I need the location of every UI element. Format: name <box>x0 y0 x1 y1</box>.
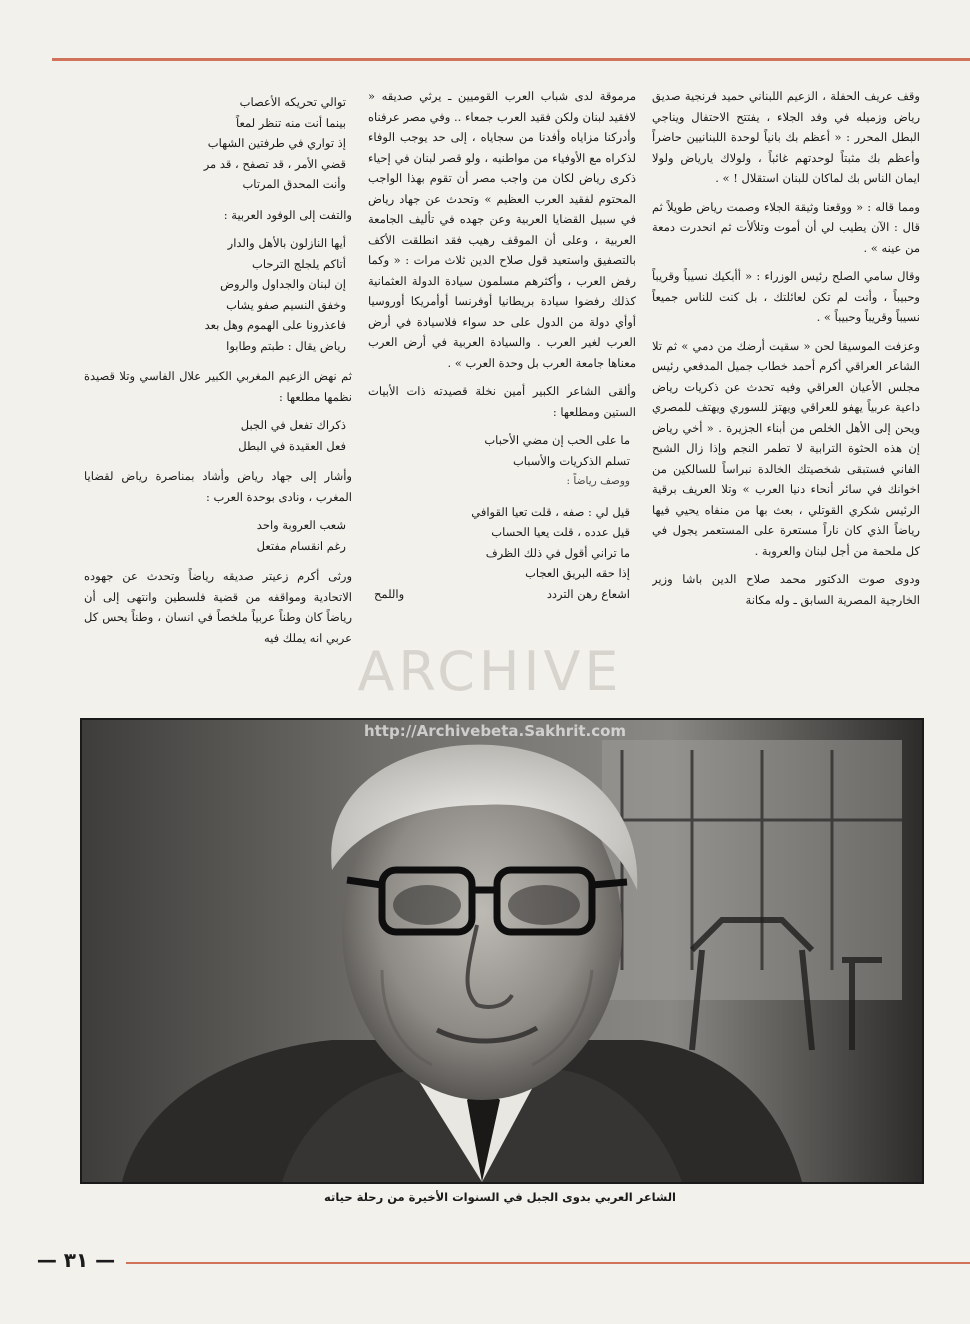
paragraph: وقف عريف الحفلة ، الزعيم اللبناني حميد فرنجية صديق رياض وزميله في وفد الجلاء ، يفتتح الاحتفال ويناجي البطل المحرر : « أعظم بك بانياً لوحدة اللبنانيين حاضراً وأعظم بك مثبتاً لوحدتهم غائباً ، ولولاك يارياض ولولا ايمان الناس بك لماكان للبنان استقلال ! » . <box>652 89 920 185</box>
paragraph: ورثى أكرم زعيتر صديقه رياضاً وتحدث عن جهوده الاتحادية ومواقفه من قضية فلسطين وانتهى إلى أن رياضاً كان وطناً عربياً ملخصاً في انسان ، وطناً يحس كل عربي انه يملك فيه <box>84 569 352 645</box>
verse-line: توالي تحريكه الأعصاب <box>239 95 346 109</box>
poem-verse <box>84 233 352 356</box>
portrait-illustration <box>82 720 922 1182</box>
verse-line: قيل لي : صفه ، قلت تعيا القوافي <box>471 504 630 519</box>
verse-line: ما على الحب إن مضي الأحباب <box>484 433 630 447</box>
verse-line: وأنت المحدق المرتاب <box>242 177 346 191</box>
archive-watermark: ARCHIVE <box>357 640 623 703</box>
page-number: — ٣١ — <box>36 1248 116 1272</box>
article-column-3 <box>84 86 352 708</box>
portrait-photo <box>80 718 924 1184</box>
verse-line: اشعاع رهن التردد <box>546 586 630 601</box>
paragraph: وألقى الشاعر الكبير أمين نخلة قصيدته ذات الأبيات الستين ومطلعها : <box>368 384 636 419</box>
paragraph: ومما قاله : « ووقعنا وثيقة الجلاء وصمت رياض طويلاً ثم قال : الآن يطيب لي أن أموت وتلألأت ثم انحدرت دمعة من عينه » . <box>652 199 920 255</box>
verse-line: شعب العروبة واحد <box>256 518 346 532</box>
poem-verse <box>84 515 352 556</box>
archive-watermark-url: http://Archivebeta.Sakhrit.com <box>363 722 627 740</box>
verse-line: ما تراني أقول في ذلك الظرف <box>485 545 630 560</box>
verse-line: واللمح <box>374 586 405 601</box>
paragraph: وعزفت الموسيقا لحن « سقيت أرضك من دمي » ثم تلا الشاعر العراقي أكرم أحمد خطاب جميل المدفعي رئيس مجلس الأعيان العراقي وفيه تحدث عن ذكريات رياض داعية عربياً يهفو للعراقي ويهتز للسوري ويهتف للمصري ويحن إلى الأهل الخلص من أبناء الجزيرة . « أخي رياض إن هذه الحثوة الترابية لا تطمر النجم وإذا زال الشبح الفاني فستبقى شخصيتك الخالدة نبراساً للسالكين من اخوانك في سائر أنحاء دنيا العرب » وتلا العريف برقية الرئيس شكري القوتلي ، بعث بها من منفاه يحيي فيها رياضاً الذي كان ناراً مستعرة على المستعمر يجول في كل ملحمة من أجل لبنان والعروبة . <box>652 338 920 558</box>
verse-line: بينما أنت منه تنظر لمعاً <box>235 115 346 130</box>
article-columns <box>84 86 920 708</box>
poem-verse <box>84 415 352 456</box>
article-column-2 <box>368 86 636 708</box>
poem-verse <box>368 502 636 605</box>
verse-line: أيها النازلون بالأهل والدار <box>227 236 346 250</box>
article-column-1 <box>652 86 920 708</box>
footer-rule <box>126 1262 970 1264</box>
paragraph: وقال سامي الصلح رئيس الوزراء : « أأبكيك نسيباً وقريباً وحبيباً ، وأنت لم تكن لعائلتك ، بل كنت للناس جميعاً نسيباً وقريباً وحبيباً » . <box>652 269 920 324</box>
verse-line: إذ تواري في طرفتين الشهاب <box>207 136 346 150</box>
verse-line: أتاكم يلجلج الترحاب <box>252 256 346 271</box>
verse-line: رغم انقسام مفتعل <box>256 538 346 553</box>
photo-caption: الشاعر العربي بدوى الجبل في السنوات الأخيرة من رحلة حياته <box>324 1190 676 1204</box>
verse-line: إذا حقه البريق العجاب <box>525 566 630 580</box>
verse-line: ذكراك تفعل في الجبل <box>240 418 346 432</box>
verse-line: قضي الأمر ، قد تصفح ، قد مر <box>203 156 346 171</box>
top-rule <box>52 58 970 61</box>
verse-line: فعل العقيدة في البطل <box>238 438 346 453</box>
poem-verse <box>368 430 636 492</box>
paragraph: مرموقة لدى شباب العرب القوميين ـ يرثي صديقه « لافقيد لبنان ولكن فقيد العرب جمعاء .. وفي مصر عرفناه وأدركنا مزاياه وأفدنا من سجاياه ، إلى حد يوجب الوفاء لذكراه مع الأوفياء من مواطنيه ، ولو قصر لبنان في إحياء ذكرى رياض لكان من واجب مصر أن تقوم بهذا الواجب المحتوم لفقيد العرب العظيم » وتحدث عن جهاد رياض في سبيل القضايا العربية وعن جهده في تأليف الجامعة العربية ، وعلى أن الموقف رهيب فقد انطلقت الأكف بالتصفيق واستعيد قول صلاح الدين ثلاث مرات : « وكما رفض العرب ، وأكثرهم مسلمون سيادة الدولة العثمانية كذلك رفضوا سيادة بريطانيا أوفرنسا أوأمريكا أوروسيا أوأي دولة من الدول على حد سواء فلاسيادة في أرض العرب لغير العرب . والسيادة العربية في أرض العرب معناها جامعة العرب بل وحدة العرب » . <box>368 89 636 370</box>
verse-intro: ووصف رياضاً : <box>566 475 630 487</box>
paragraph: ثم نهض الزعيم المغربي الكبير علال الفاسي وتلا قصيدة نظمها مطلعها : <box>84 369 352 404</box>
verse-line: وخفق النسيم صفو يشاب <box>226 297 346 312</box>
verse-line: إن لبنان والجداول والروض <box>220 277 346 291</box>
verse-line: قيل عدده ، قلت يعيا الحساب <box>491 525 630 539</box>
paragraph: ودوى صوت الدكتور محمد صلاح الدين باشا وزير الخارجية المصرية السابق ـ وله مكانة <box>652 572 920 607</box>
paragraph: والتفت إلى الوفود العربية : <box>223 207 352 222</box>
paragraph: وأشار إلى جهاد رياض وأشاد بمناصرة رياض لقضايا المغرب ، ونادى بوحدة العرب : <box>84 469 352 504</box>
verse-line: فاعذرونا على الهموم وهل بعد <box>204 318 346 332</box>
poem-verse <box>84 92 352 195</box>
verse-line: تسلم الذكريات والأسباب <box>512 453 630 468</box>
verse-line: رياض يقال : طبتم وطابوا <box>226 338 346 353</box>
